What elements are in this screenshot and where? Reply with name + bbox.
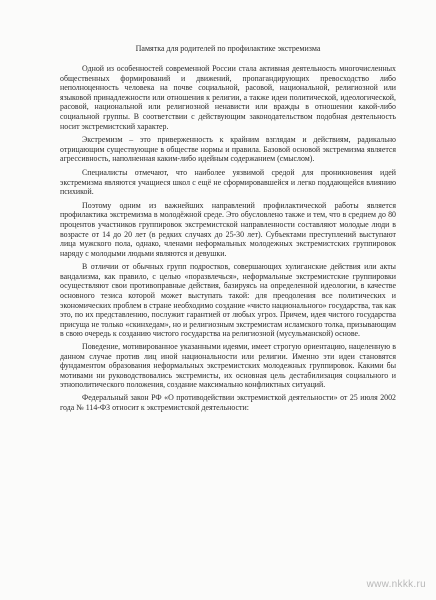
paragraph-behavior: Поведение, мотивированное указанными идеями, имеет строгую ориентацию, нацеленную в данном случае против лиц иной национальности или религии. Именно эти идеи становятся фундаментом образования неформальных экстремистских молодежных группировок. Какими бы мотивами ни руководствовались экстремисты, их основная цель дестабилизация социального и этнополитического положения, создание максимально конфликтных ситуаций. xyxy=(60,342,396,390)
document-title: Памятка для родителей по профилактике экстремизма xyxy=(135,44,321,53)
paragraph-intro: Одной из особенностей современной России стала активная деятельность многочисленных общественных формирований и движений, пропагандирующих превосходство либо неполноценность человека на почве социальной, расовой, национальной, религиозной или языковой принадлежности или отношения к религии, а также идеи политической, идеологической, расовой, национальной или религиозной ненависти или вражды в отношении какой-либо социальной группы. В соответствии с действующим законодательством подобная деятельность носит экстремистский характер. xyxy=(60,64,396,131)
paragraph-prevention: Поэтому одним из важнейших направлений профилактической работы является профилактика экстремизма в молодёжной среде. Это обусловлено также и тем, что в среднем до 80 процентов участников группировок экстремистской направленности составляют молодые люди в возрасте от 14 до 20 лет (в редких случаях до 25-30 лет). Субъектами преступлений выступают лица мужского пола, однако, членами неформальных молодежных экстремистских группировок наряду с молодыми людьми являются и девушки. xyxy=(60,200,396,258)
paragraph-federal-law: Федеральный закон РФ «О противодействии экстремисткой деятельности» от 25 июля 2002 года № 114-ФЗ относит к экстремистской деятельности: xyxy=(60,393,396,412)
document-body xyxy=(60,44,396,416)
paragraph-vulnerable-group: Специалисты отмечают, что наиболее уязвимой средой для проникновения идей экстремизма являются учащиеся школ с ещё не сформировавшейся и легко поддающейся влиянию психикой. xyxy=(60,167,396,197)
paragraph-groups: В отличии от обычных групп подростков, совершающих хулиганские действия или акты вандализма, как правило, с целью «поразвлечься», неформальные экстремистские группировки осуществляют свои противоправные действия, базируясь на определенной идеологии, в качестве основного тезиса которой может выступать такой: для преодоления все политических и экономических проблем в стране необходимо создание «чисто национального» государства, так как это, по их представлению, послужит гарантией от любых угроз. Причем, идея чистого государства присуща не только «скинхедам», но и религиозным экстремистам исламского толка, призывающим в свою очередь к созданию чистого государства на религиозной (мусульманской) основе. xyxy=(60,262,396,339)
paragraph-definition: Экстремизм – это приверженность к крайним взглядам и действиям, радикально отрицающим существующие в обществе нормы и правила. Базовой основой экстремизма является агрессивность, наполненная каким-либо идейным содержанием (смыслом). xyxy=(60,135,396,164)
site-watermark: www.nkkk.ru xyxy=(366,579,426,590)
